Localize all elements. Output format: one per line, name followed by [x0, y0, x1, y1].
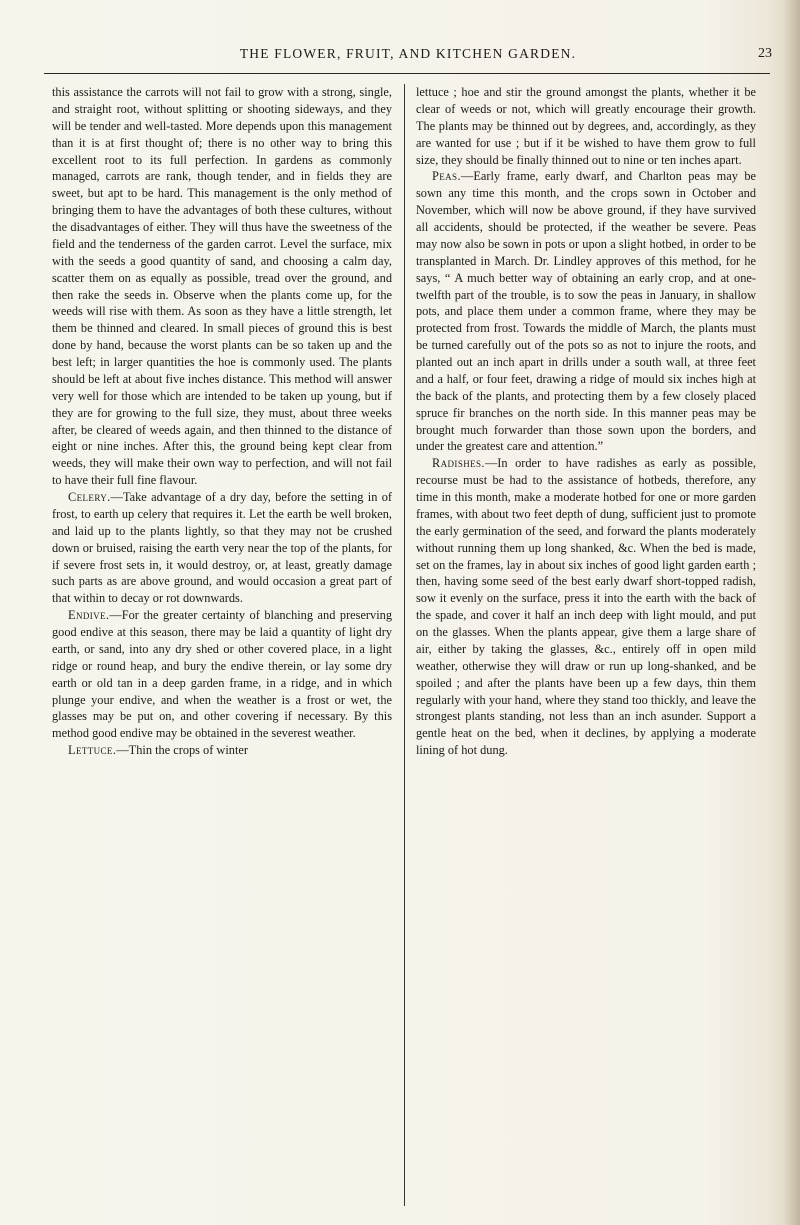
- page-edge-shadow: [784, 0, 800, 1225]
- lettuce-paragraph: [52, 742, 392, 759]
- radishes-text: —In order to have radishes as early as possible, recourse must be had to the assistance of hotbeds, therefore, any time in this month, make a moderate hotbed for one or more garden frames, with about two feet depth of dung, sufficient just to promote the early germination of the seed, and forward the plants moderately without running them up long shanked, &c. When the bed is made, set on the frames, lay in about six inches of good light garden earth ; then, having some seed of the best early dwarf short-topped radish, sow it evenly on the surface, press it into the earth with the back of the spade, and cover it half an inch deep with light mould, and put on the glasses. When the plants appear, give them a large share of air, either by taking the glasses, &c., entirely off in open mild weather, otherwise they will draw or run up long-shanked, and be spoiled ; and after the plants have been up a few days, thin them regularly with your hand, where they stand too thickly, and leave the strongest plants standing, not less than an inch asunder. Support a gentle heat on the bed, when it declines, by applying a moderate lining of hot dung.: [416, 456, 756, 758]
- left-column: [52, 84, 392, 759]
- lettuce-text: —Thin the crops of winter: [116, 743, 248, 758]
- carrot-paragraph: this assistance the carrots will not fail to grow with a strong, single, and straight root, without splitting or shooting sideways, and they will be tender and well-tasted. More depends upon this management than it is at first thought of; there is no other way to bring this excellent root to its full perfection. In gardens as commonly managed, carrots are rank, though tender, and in fields they are sweet, but apt to be hard. This management is the only method of bringing them to have the advantages of both these cultures, without the disadvantages of either. They will thus have the sweetness of the field and the tenderness of the garden carrot. Level the surface, mix with the seeds a good quantity of sand, and choosing a calm day, scatter them on as equally as possible, tread over the ground, and then rake the seeds in. Observe when the plants come up, for the weeds will rise with them. As soon as they have a little strength, let them be thinned and cleared. In small pieces of ground this is best done by hand, because the worst plants can be so taken up and the best left; in larger quantities the hoe is commonly used. The plants should be left at about five inches distance. This method will answer very well for those which are intended to be taken up young, but if they are for growing to the full size, they must, about three weeks after, be cleared of weeds again, and then thinned to the distance of eight or nine inches. After this, the ground being kept clear from weeds, they will make their own way to perfection, and will not fail to have their full fine flavour.: [52, 85, 392, 488]
- celery-paragraph: [52, 489, 392, 607]
- radishes-heading: Radishes.: [432, 456, 485, 471]
- lettuce-continued-paragraph: lettuce ; hoe and stir the ground amongst the plants, whether it be clear of weeds or not, which will greatly encourage their growth. The plants may be thinned out by degrees, and, accordingly, as they are wanted for use ; but if it be wished to have them grow to full size, they should be finally thinned out to nine or ten inches apart.: [416, 85, 756, 167]
- peas-heading: Peas.: [432, 169, 461, 184]
- header-rule: [44, 73, 770, 74]
- running-header: [44, 46, 772, 68]
- page-number: 23: [758, 46, 772, 61]
- running-title: THE FLOWER, FRUIT, AND KITCHEN GARDEN.: [239, 46, 577, 61]
- endive-text: —For the greater certainty of blanching and preserving good endive at this season, there may be laid a quantity of light dry earth, or sand, into any dry shed or other covered place, in a light ridge or round heap, and bury the endive therein, or lay some dry earth or old tan in a deep garden frame, in a ridge, and in which plunge your endive, and when the weather is a frost or wet, the glasses may be put on, and other covering if necessary. By this method good endive may be obtained in the severest weather.: [52, 608, 392, 741]
- radishes-paragraph: [416, 455, 756, 759]
- lettuce-heading: Lettuce.: [68, 743, 117, 758]
- peas-paragraph: [416, 168, 756, 455]
- right-column: [416, 84, 756, 759]
- column-divider: [404, 84, 405, 1206]
- peas-text: —Early frame, early dwarf, and Charlton peas may be sown any time this month, and the crops sown in October and November, which will now be above ground, if they have survived all accidents, should be protected, if the weather be severe. Peas may now also be sown in pots or upon a slight hotbed, in order to be transplanted in March. Dr. Lindley approves of this method, for he says, “ A much better way of obtaining an early crop, and at one-twelfth part of the trouble, is to sow the peas in January, in shallow pots, and place them under a common frame, where they may be protected from frost. Towards the middle of March, the plants must be turned carefully out of the pots so as not to injure the roots, and planted out an inch apart in drills under a south wall, at three feet and a half, or four feet, drawing a ridge of mould six inches high at the back of the plants, and protecting them by a few closely placed spruce fir branches on the north side. In this manner peas may be brought much forwarder than those sown upon the borders, and under the greatest care and attention.”: [416, 169, 756, 454]
- endive-paragraph: [52, 607, 392, 742]
- endive-heading: Endive.: [68, 608, 110, 623]
- celery-heading: Celery.: [68, 490, 111, 504]
- celery-text: —Take advantage of a dry day, before the setting in of frost, to earth up celery that requires it. Let the earth be well broken, and laid up to the plants lightly, so that they may not be crushed down or bruised, raising the earth very near the top of the plants, for if severe frost sets in, it would destroy, or, at least, greatly damage such parts as are above ground, and would occasion a great part of that within to decay or rot downwards.: [52, 490, 392, 606]
